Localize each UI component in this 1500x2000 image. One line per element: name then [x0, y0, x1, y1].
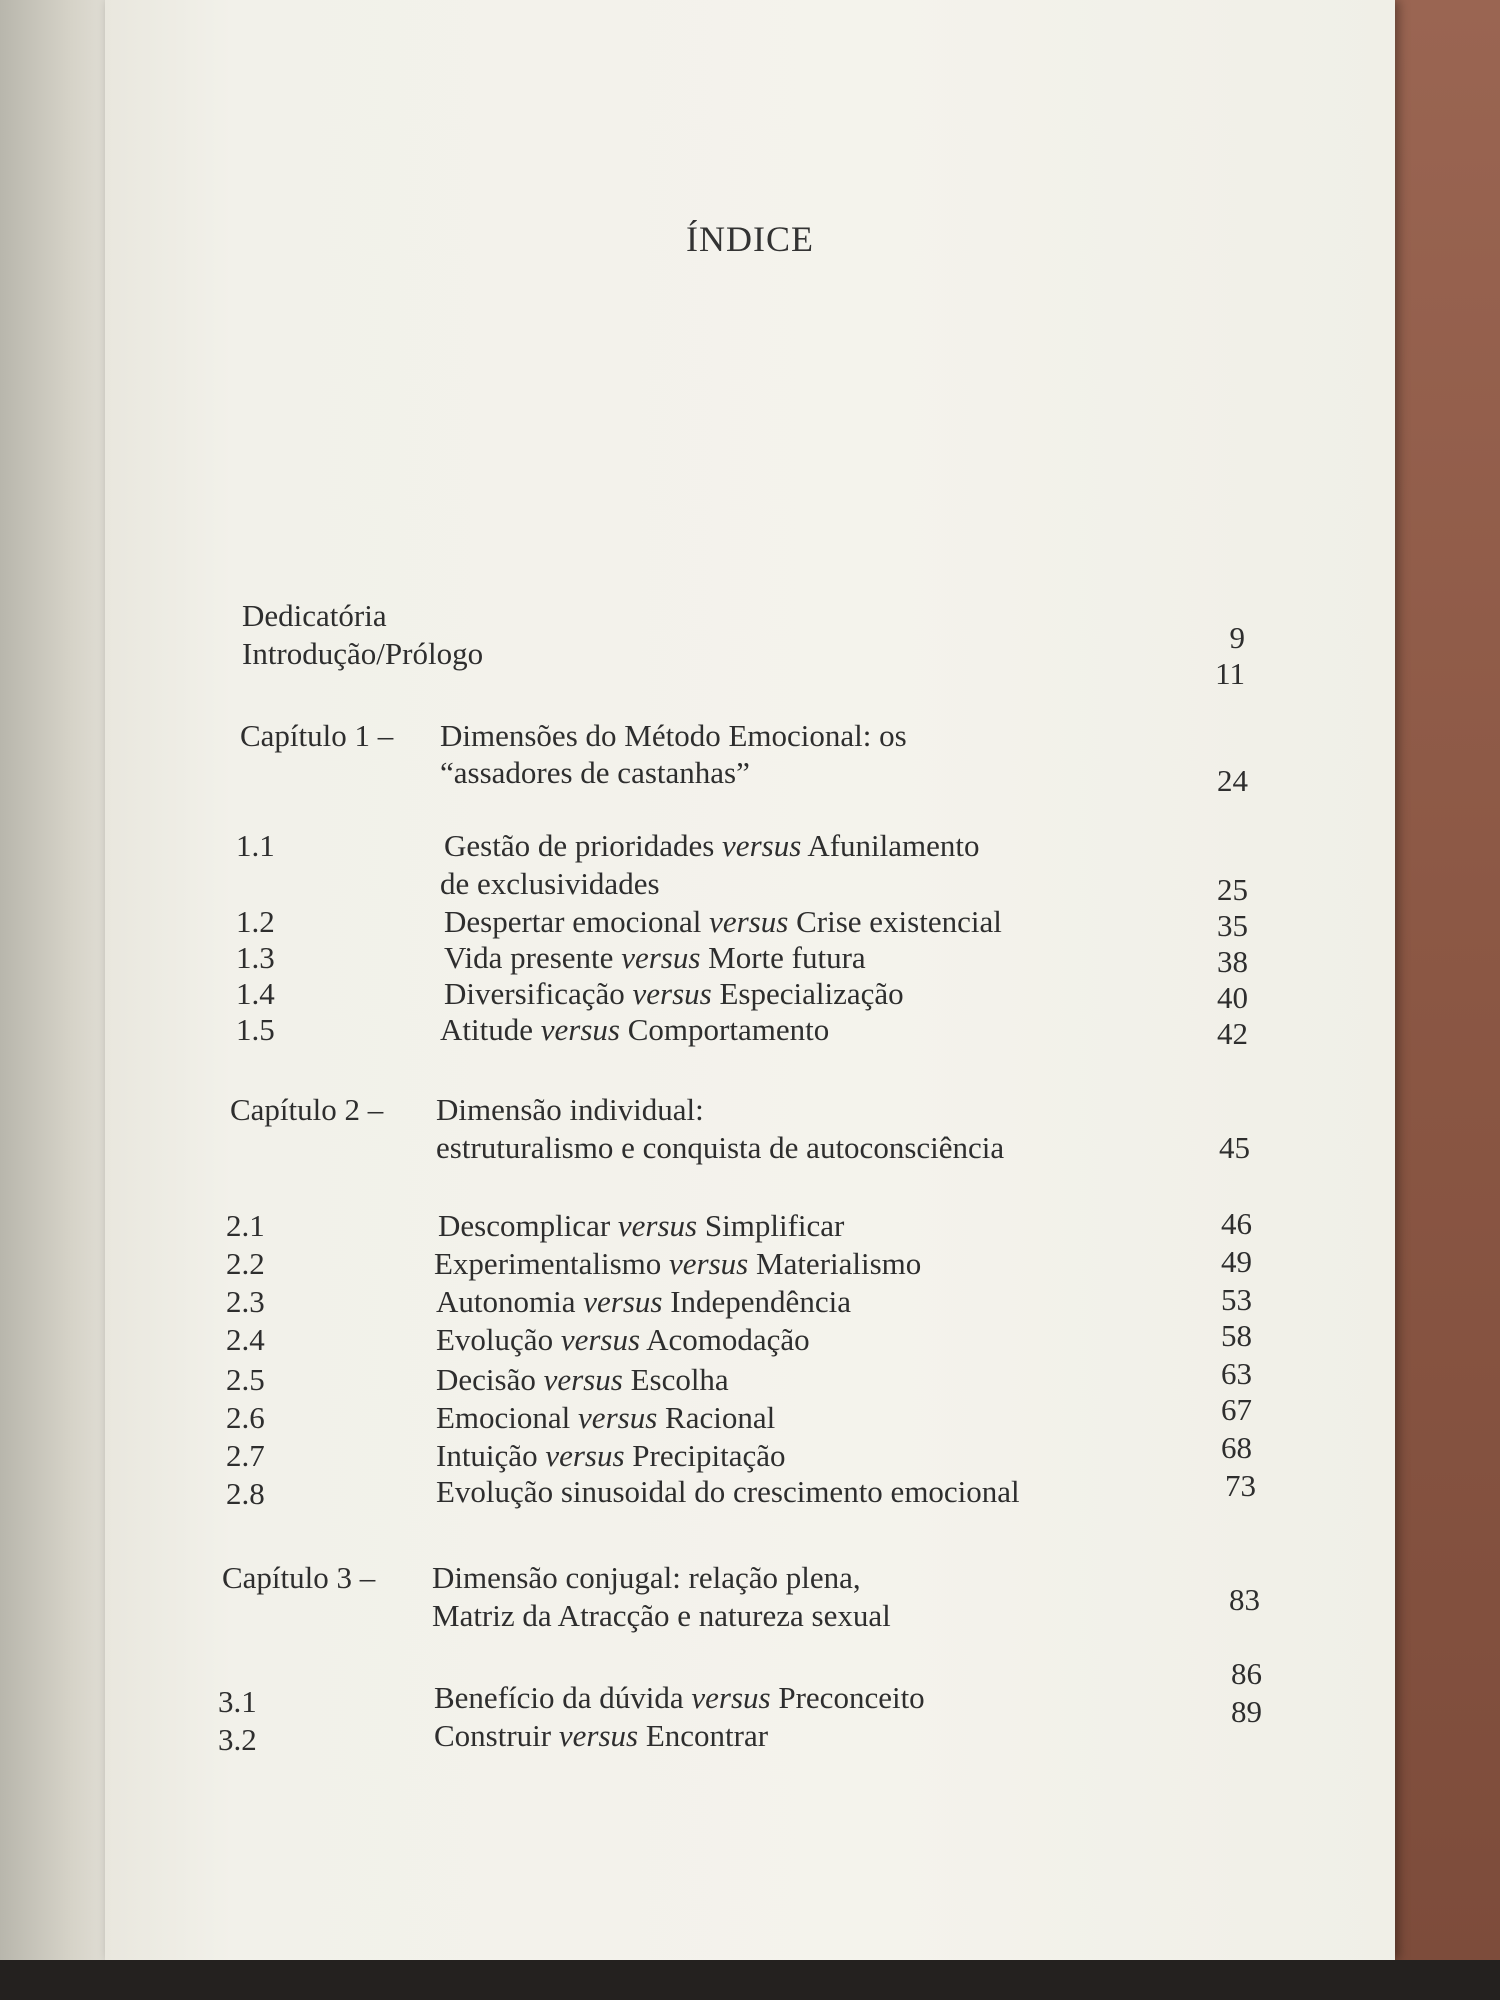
- chapter-title: Dimensão individual:: [436, 1092, 704, 1127]
- toc-dedicatoria: Dedicatória: [242, 598, 387, 633]
- page-number: 73: [1225, 1468, 1256, 1503]
- section-number: 2.7: [226, 1438, 265, 1473]
- table-surface: [1395, 0, 1500, 1960]
- section-number: 1.4: [236, 976, 275, 1011]
- section-number: 3.2: [218, 1722, 257, 1757]
- page-title: ÍNDICE: [686, 219, 814, 259]
- chapter-title: Dimensão conjugal: relação plena,: [432, 1560, 861, 1595]
- section-title: Atitude versus Comportamento: [440, 1012, 830, 1047]
- section-title: Decisão versus Escolha: [436, 1362, 729, 1397]
- page-number: 24: [1217, 763, 1248, 798]
- page-number: 25: [1217, 872, 1248, 907]
- section-number: 1.3: [236, 940, 275, 975]
- section-number: 1.2: [236, 904, 275, 939]
- section-title: Benefício da dúvida versus Preconceito: [434, 1680, 925, 1715]
- chapter-title: “assadores de castanhas”: [440, 755, 750, 790]
- section-number: 2.3: [226, 1284, 265, 1319]
- section-title: Emocional versus Racional: [436, 1400, 776, 1435]
- page-number: 9: [1229, 620, 1245, 655]
- section-title: Diversificação versus Especialização: [444, 976, 904, 1011]
- section-number: 2.2: [226, 1246, 265, 1281]
- page-number: 86: [1231, 1656, 1262, 1691]
- section-title: Descomplicar versus Simplificar: [438, 1208, 845, 1243]
- page-number: 42: [1217, 1016, 1248, 1051]
- page-number: 46: [1221, 1206, 1252, 1241]
- section-number: 2.1: [226, 1208, 265, 1243]
- page-number: 53: [1221, 1282, 1252, 1317]
- section-number: 3.1: [218, 1684, 257, 1719]
- chapter-title: estruturalismo e conquista de autoconsciência: [436, 1130, 1005, 1165]
- chapter-label: Capítulo 3 –: [222, 1560, 376, 1595]
- page-number: 35: [1217, 908, 1248, 943]
- section-title: Vida presente versus Morte futura: [444, 940, 866, 975]
- section-title: Autonomia versus Independência: [436, 1284, 851, 1319]
- page-number: 49: [1221, 1244, 1252, 1279]
- page-number: 11: [1215, 656, 1245, 691]
- page-number: 67: [1221, 1392, 1252, 1427]
- section-title-cont: de exclusividades: [440, 866, 660, 901]
- chapter-label: Capítulo 2 –: [230, 1092, 384, 1127]
- section-title: Intuição versus Precipitação: [436, 1438, 786, 1473]
- page-number: 45: [1219, 1130, 1250, 1165]
- section-title: Experimentalismo versus Materialismo: [434, 1246, 922, 1281]
- chapter-label: Capítulo 1 –: [240, 718, 394, 753]
- page-number: 38: [1217, 944, 1248, 979]
- section-number: 1.1: [236, 828, 275, 863]
- page-number: 68: [1221, 1430, 1252, 1465]
- bottom-edge: [0, 1960, 1500, 2000]
- section-number: 1.5: [236, 1012, 275, 1047]
- page-number: 40: [1217, 980, 1248, 1015]
- section-title: Gestão de prioridades versus Afunilamento: [444, 828, 980, 863]
- page-number: 63: [1221, 1356, 1252, 1391]
- section-number: 2.8: [226, 1476, 265, 1511]
- section-title: Evolução versus Acomodação: [436, 1322, 810, 1357]
- section-title: Despertar emocional versus Crise existencial: [444, 904, 1002, 939]
- chapter-title: Matriz da Atracção e natureza sexual: [432, 1598, 891, 1633]
- section-title: Evolução sinusoidal do crescimento emocional: [436, 1474, 1020, 1509]
- section-number: 2.4: [226, 1322, 265, 1357]
- section-number: 2.6: [226, 1400, 265, 1435]
- section-number: 2.5: [226, 1362, 265, 1397]
- chapter-title: Dimensões do Método Emocional: os: [440, 718, 907, 753]
- section-title: Construir versus Encontrar: [434, 1718, 769, 1753]
- page-number: 58: [1221, 1318, 1252, 1353]
- toc-introducao: Introdução/Prólogo: [242, 636, 484, 671]
- page-number: 89: [1231, 1694, 1262, 1729]
- page-number: 83: [1229, 1582, 1260, 1617]
